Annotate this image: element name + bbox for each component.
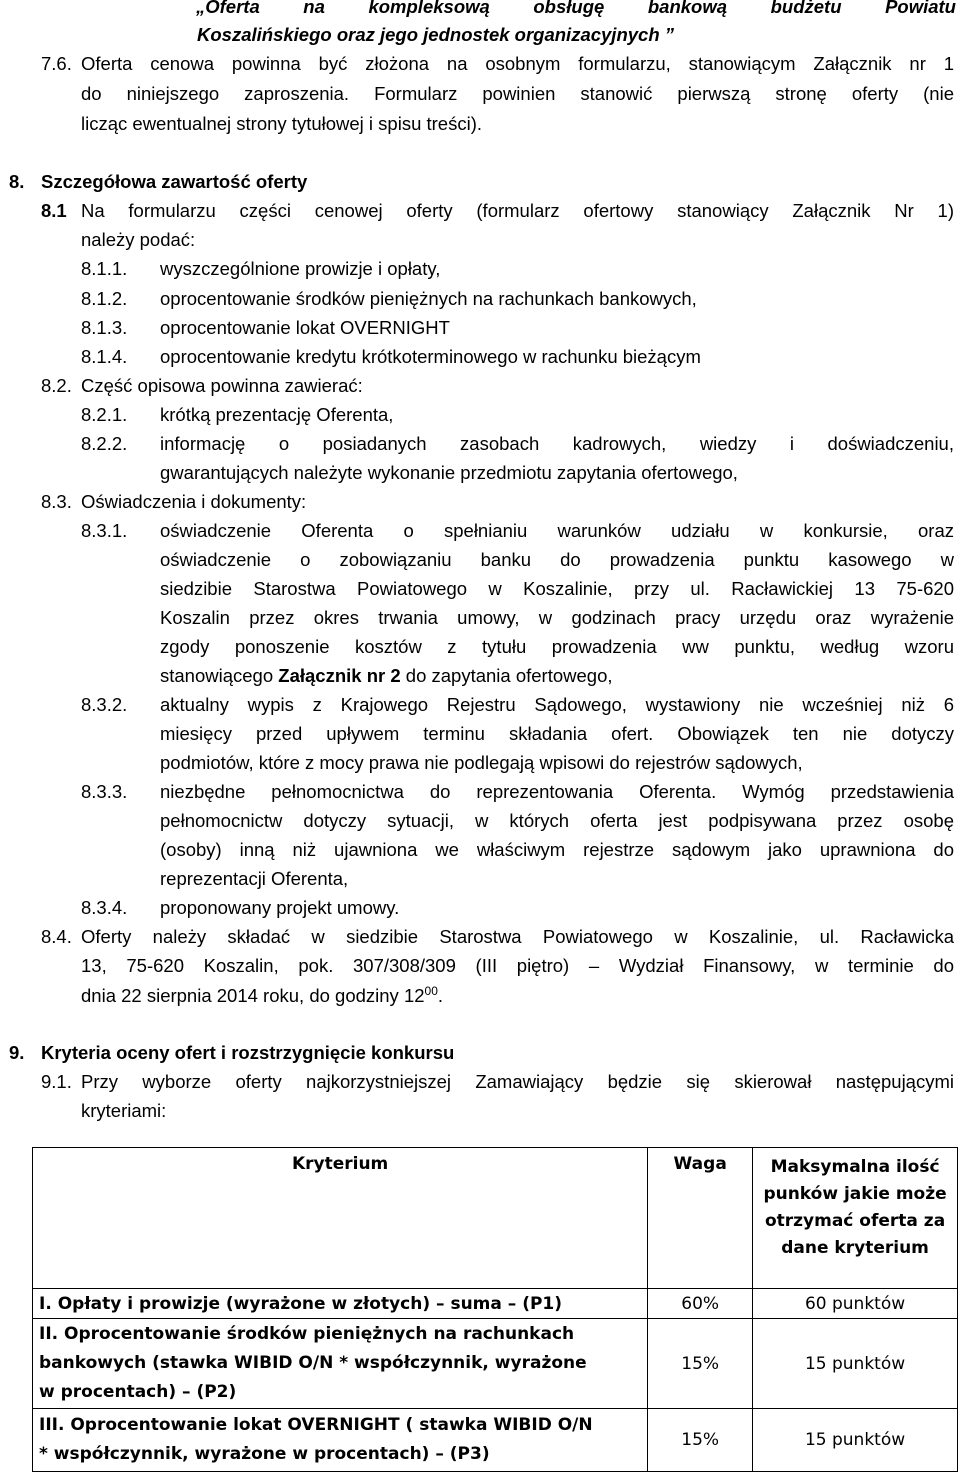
points-cell: 15 punktów <box>753 1409 958 1472</box>
section-9-title: Kryteria oceny ofert i rozstrzygnięcie konkursu <box>41 1042 455 1063</box>
section-8-4-line1: Oferty należy składać w siedzibie Starostwa Powiatowego w Koszalinie, ul. Racławicka <box>81 926 954 947</box>
list-item: proponowany projekt umowy. <box>160 897 400 918</box>
criterion-cell: I. Opłaty i prowizje (wyrażone w złotych) – suma – (P1) <box>33 1289 648 1319</box>
deadline-text: dnia 22 sierpnia 2014 roku, do godziny 12 <box>81 985 425 1007</box>
section-7-6-number: 7.6. <box>41 53 72 74</box>
item-number: 8.1.1. <box>81 258 128 279</box>
item-8-3-3-line1: niezbędne pełnomocnictwa do reprezentowania Oferenta. Wymóg przedstawienia <box>160 781 954 802</box>
section-7-6-line2: do niniejszego zaproszenia. Formularz powinien stanowić pierwszą stronę oferty (nie <box>81 83 954 104</box>
item-8-3-1-line2: oświadczenie o zobowiązaniu banku do prowadzenia punktu kasowego w <box>160 549 954 570</box>
item-8-2-2-line2: gwarantujących należyte wykonanie przedmiotu zapytania ofertowego, <box>160 462 738 483</box>
deadline-period: . <box>437 985 444 1007</box>
item-number: 8.1.3. <box>81 317 128 338</box>
section-8-4-line3 <box>81 984 443 1007</box>
item-number: 8.3.3. <box>81 781 128 802</box>
criterion-line: w procentach) – (P2) <box>39 1382 237 1402</box>
header-max-points-l1: Maksymalna ilość <box>770 1157 940 1177</box>
item-number: 8.2.1. <box>81 404 128 425</box>
item-number: 8.3.2. <box>81 694 128 715</box>
list-item: krótką prezentację Oferenta, <box>160 404 394 425</box>
points-cell: 15 punktów <box>753 1319 958 1409</box>
list-item: oprocentowanie kredytu krótkoterminowego w rachunku bieżącym <box>160 346 701 367</box>
item-8-3-3-line3: (osoby) inną niż ujawniona we właściwym rejestrze sądowym jako uprawniona do <box>160 839 954 860</box>
document-header-line2: Koszalińskiego oraz jego jednostek organizacyjnych ” <box>197 24 675 45</box>
criterion-line: II. Oprocentowanie środków pieniężnych na rachunkach <box>39 1324 575 1344</box>
item-8-3-1-line6-start: stanowiącego <box>160 665 279 686</box>
section-8-3-title: Oświadczenia i dokumenty: <box>81 491 307 512</box>
criterion-line: III. Oprocentowanie lokat OVERNIGHT ( stawka WIBID O/N <box>39 1415 593 1435</box>
weight-cell: 15% <box>648 1409 753 1472</box>
list-item: oprocentowanie środków pieniężnych na rachunkach bankowych, <box>160 288 697 309</box>
section-8-3-number: 8.3. <box>41 491 72 512</box>
document-header-line1: „Oferta na kompleksową obsługę bankową budżetu Powiatu <box>196 0 956 17</box>
table-row <box>33 1319 958 1409</box>
item-8-3-3-line2: pełnomocnictw dotyczy sytuacji, w których oferta jest podpisywana przez osobę <box>160 810 954 831</box>
section-9-1-number: 9.1. <box>41 1071 72 1092</box>
section-8-title: Szczegółowa zawartość oferty <box>41 171 308 192</box>
item-number: 8.1.4. <box>81 346 128 367</box>
item-8-3-2-line2: miesięcy przed upływem terminu składania ofert. Obowiązek ten nie dotyczy <box>160 723 954 744</box>
section-8-1-number: 8.1 <box>41 200 67 221</box>
item-number: 8.3.1. <box>81 520 128 541</box>
item-number: 8.3.4. <box>81 897 128 918</box>
section-9-1-line2: kryteriami: <box>81 1100 167 1121</box>
list-item: wyszczególnione prowizje i opłaty, <box>160 258 441 279</box>
item-8-3-1-line6-end: do zapytania ofertowego, <box>400 665 613 686</box>
section-8-number: 8. <box>9 171 25 192</box>
weight-cell: 60% <box>648 1289 753 1319</box>
item-8-3-1-line4: Koszalin przez okres trwania umowy, w godzinach pracy urzędu oraz wyrażenie <box>160 607 954 628</box>
section-8-4-line2: 13, 75-620 Koszalin, pok. 307/308/309 (III piętro) – Wydział Finansowy, w terminie do <box>81 955 954 976</box>
item-8-3-1-line5: zgody ponoszenie kosztów z tytułu prowadzenia ww punktu, według wzoru <box>160 636 954 657</box>
section-8-4-number: 8.4. <box>41 926 72 947</box>
section-9-number: 9. <box>9 1042 25 1063</box>
criteria-table <box>32 1147 958 1472</box>
item-number: 8.2.2. <box>81 433 128 454</box>
section-7-6-line3: licząc ewentualnej strony tytułowej i spisu treści). <box>81 113 482 134</box>
item-8-3-2-line1: aktualny wypis z Krajowego Rejestru Sądowego, wystawiony nie wcześniej niż 6 <box>160 694 954 715</box>
item-8-2-2-line1: informację o posiadanych zasobach kadrowych, wiedzy i doświadczeniu, <box>160 433 954 454</box>
header-criterion: Kryterium <box>33 1148 648 1289</box>
table-row <box>33 1289 958 1319</box>
section-8-1-line1: Na formularzu części cenowej oferty (formularz ofertowy stanowiący Załącznik Nr 1) <box>81 200 954 221</box>
points-cell: 60 punktów <box>753 1289 958 1319</box>
table-row <box>33 1409 958 1472</box>
list-item: oprocentowanie lokat OVERNIGHT <box>160 317 450 338</box>
attachment-2-reference: Załącznik nr 2 <box>278 665 401 686</box>
header-max-points-l4: dane kryterium <box>781 1238 929 1258</box>
weight-cell: 15% <box>648 1319 753 1409</box>
criterion-cell <box>33 1319 648 1409</box>
item-8-3-1-line1: oświadczenie Oferenta o spełnianiu warunków udziału w konkursie, oraz <box>160 520 954 541</box>
deadline-minutes: 00 <box>424 984 438 998</box>
section-9-1-line1: Przy wyborze oferty najkorzystniejszej Zamawiający będzie się skierował następującymi <box>81 1071 954 1092</box>
header-max-points <box>753 1148 958 1289</box>
item-8-3-3-line4: reprezentacji Oferenta, <box>160 868 349 889</box>
section-8-1-line2: należy podać: <box>81 229 196 250</box>
item-number: 8.1.2. <box>81 288 128 309</box>
section-8-2-title: Część opisowa powinna zawierać: <box>81 375 363 396</box>
criterion-line: bankowych (stawka WIBID O/N * współczynnik, wyrażone <box>39 1353 587 1373</box>
table-header-row <box>33 1148 958 1289</box>
header-max-points-l2: punków jakie może <box>763 1184 947 1204</box>
item-8-3-1-line3: siedzibie Starostwa Powiatowego w Koszalinie, przy ul. Racławickiej 13 75-620 <box>160 578 954 599</box>
header-max-points-l3: otrzymać oferta za <box>764 1211 946 1231</box>
criterion-line: * współczynnik, wyrażone w procentach) – (P3) <box>39 1444 490 1464</box>
criterion-cell <box>33 1409 648 1472</box>
header-weight: Waga <box>648 1148 753 1289</box>
item-8-3-2-line3: podmiotów, które z mocy prawa nie podlegają wpisowi do rejestrów sądowych, <box>160 752 803 773</box>
section-7-6-line1: Oferta cenowa powinna być złożona na osobnym formularzu, stanowiącym Załącznik nr 1 <box>81 53 954 74</box>
section-8-2-number: 8.2. <box>41 375 72 396</box>
item-8-3-1-line6 <box>160 665 613 687</box>
